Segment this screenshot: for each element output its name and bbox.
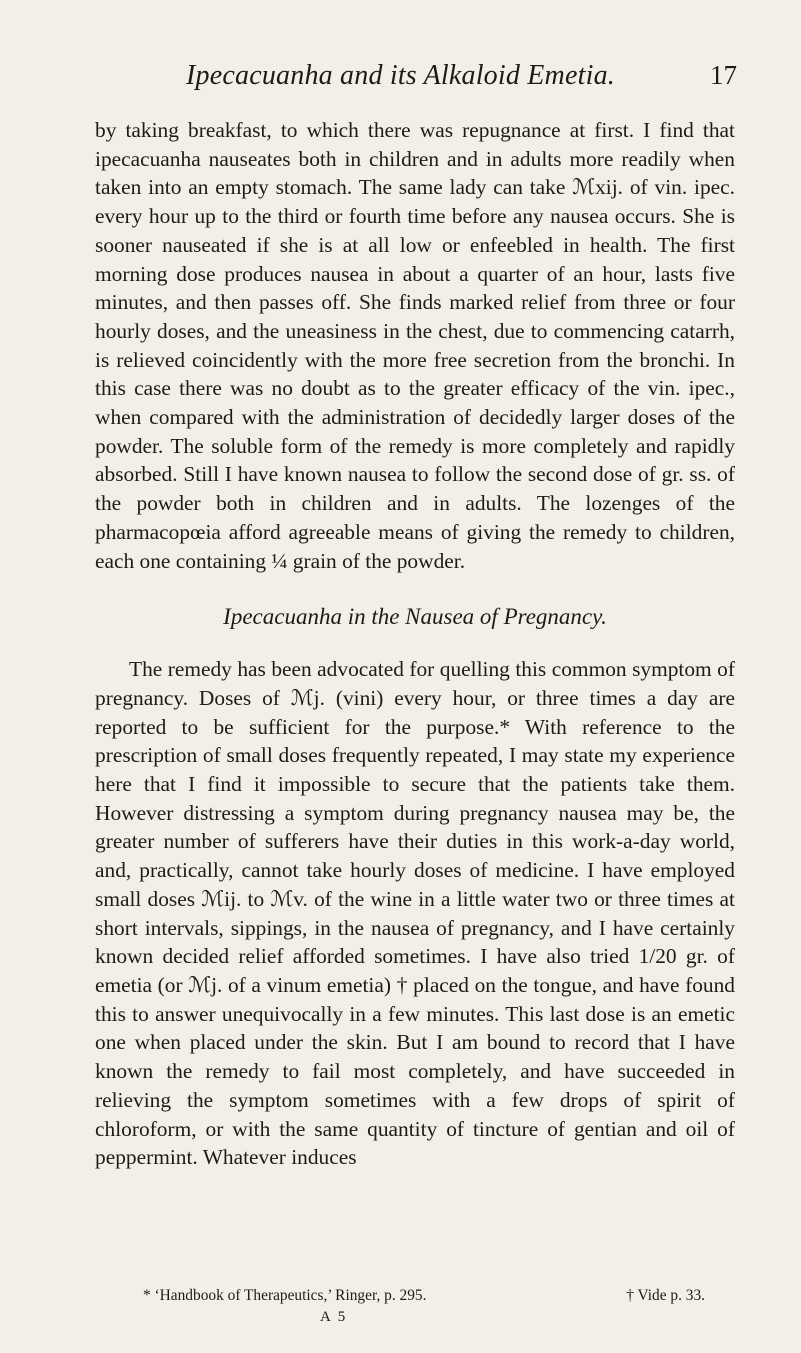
paragraph-pregnancy-nausea: The remedy has been advocated for quelling this common symptom of pregnancy. Doses of ℳj. (vini) every hour, or three times a day are reported to be sufficient for the purpose.* With reference to the prescription of small doses frequently repeated, I may state my experience here that I find it impossible to secure that the patients take them. However distressing a symptom during pregnancy nausea may be, the greater number of sufferers have their duties in this work-a-day world, and, practically, cannot take hourly doses of medicine. I have employed small doses ℳij. to ℳv. of the wine in a little water two or three times at short intervals, sippings, in the nausea of pregnancy, and I have certainly known decided relief afforded sometimes. I have also tried 1/20 gr. of emetia (or ℳj. of a vinum emetia) † placed on the tongue, and have found this to answer unequivocally in a few minutes. This last dose is an emetic one when placed under the skin. But I am bound to record that I have known the remedy to fail most completely, and have succeeded in relieving the symptom sometimes with a few drops of spirit of chloroform, or with the same quantity of tincture of gentian and oil of peppermint. Whatever induces [95, 657, 735, 1170]
paragraph-breakfast-and-dosage: by taking breakfast, to which there was repugnance at first. I find that ipecacuanha nauseates both in children and in adults more readily when taken into an empty stomach. The same lady can take ℳxij. of vin. ipec. every hour up to the third or fourth time before any nausea occurs. She is sooner nauseated if she is at all low or enfeebled in health. The first morning dose produces nausea in about a quarter of an hour, lasts five minutes, and then passes off. She finds marked relief from three or four hourly doses, and the uneasiness in the chest, due to commencing catarrh, is relieved coincidently with the more free secretion from the bronchi. In this case there was no doubt as to the greater efficacy of the vin. ipec., when compared with the administration of decidedly larger doses of the powder. The soluble form of the remedy is more completely and rapidly absorbed. Still I have known nausea to follow the second dose of gr. ss. of the powder both in children and in adults. The lozenges of the pharmacopœia afford agreeable means of giving the remedy to children, each one containing ¼ grain of the powder. [95, 118, 735, 573]
running-title: Ipecacuanha and its Alkaloid Emetia. [186, 60, 615, 91]
page-header [0, 60, 801, 96]
footnote-row [95, 1286, 735, 1305]
page-number: 17 [710, 60, 737, 90]
printer-signature: A 5 [320, 1309, 348, 1325]
footnotes [95, 1286, 735, 1305]
footnote-handbook-reference: * ‘Handbook of Therapeutics,’ Ringer, p. 295. [143, 1287, 427, 1304]
page-body [95, 116, 735, 1172]
section-heading-pregnancy-nausea: Ipecacuanha in the Nausea of Pregnancy. [223, 604, 607, 630]
footnote-vide-reference: † Vide p. 33. [626, 1287, 705, 1304]
